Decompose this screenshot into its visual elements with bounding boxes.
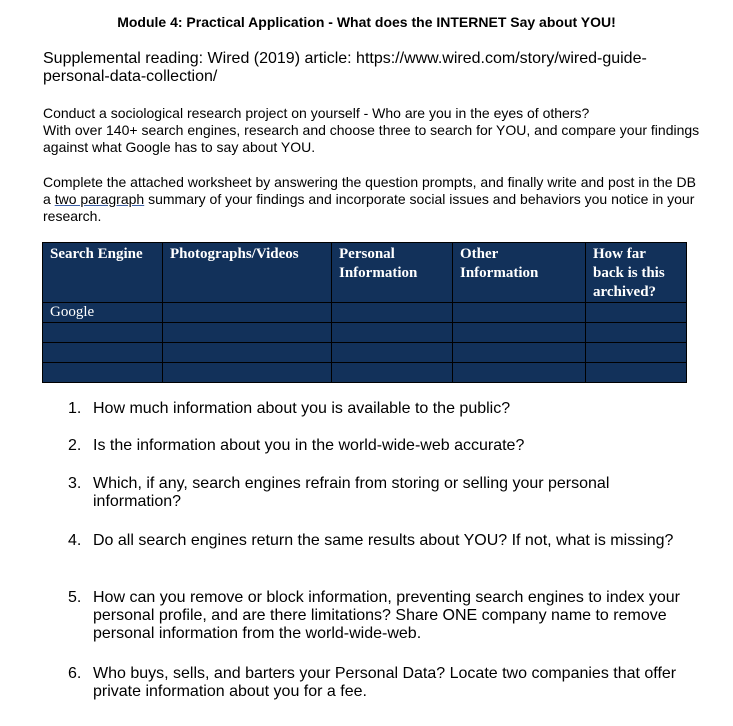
question-number: 3. <box>68 475 82 492</box>
table-cell[interactable]: Google <box>43 303 163 323</box>
table-cell[interactable] <box>453 343 586 363</box>
table-cell[interactable] <box>43 343 163 363</box>
question-number: 5. <box>68 589 82 606</box>
question-text: Who buys, sells, and barters your Personal Data? Locate two companies that offer private information about you for a fee. <box>93 665 677 700</box>
intro-line-2: With over 140+ search engines, research and choose three to search for YOU, and compare your findings against what Google has to say about YOU. <box>43 122 700 155</box>
question-item <box>68 665 683 701</box>
document-title: Module 4: Practical Application - What does the INTERNET Say about YOU! <box>117 14 616 30</box>
header-photographs-videos: Photographs/Videos <box>163 243 332 303</box>
table-row <box>43 323 687 343</box>
table-cell[interactable] <box>332 343 453 363</box>
table-row <box>43 343 687 363</box>
question-item <box>68 400 683 418</box>
table-cell[interactable] <box>453 303 586 323</box>
question-number: 1. <box>68 400 82 417</box>
table-cell[interactable] <box>453 363 586 383</box>
question-text: Is the information about you in the world-wide-web accurate? <box>93 437 525 454</box>
header-other-information: Other Information <box>453 243 586 303</box>
supplemental-reading: Supplemental reading: Wired (2019) article: https://www.wired.com/story/wired-guide-personal-data-collection/ <box>43 50 647 85</box>
header-archived: How far back is this archived? <box>586 243 687 303</box>
table-cell[interactable] <box>43 363 163 383</box>
question-item <box>68 437 683 455</box>
table-row <box>43 303 687 323</box>
table-cell[interactable] <box>332 363 453 383</box>
question-number: 6. <box>68 665 82 682</box>
table-cell[interactable] <box>586 323 687 343</box>
table-header-row <box>43 243 687 303</box>
intro-line-1: Conduct a sociological research project on yourself - Who are you in the eyes of others? <box>43 105 590 121</box>
table-cell[interactable] <box>163 323 332 343</box>
instructions-after: summary of your findings and incorporate social issues and behaviors you notice in your research. <box>43 191 695 224</box>
intro-paragraph <box>43 105 703 156</box>
instructions-before: Complete the attached worksheet by answering the question prompts, and finally write and post in the DB a <box>43 174 696 207</box>
worksheet-table <box>42 242 687 383</box>
table-cell[interactable] <box>586 363 687 383</box>
table-cell[interactable] <box>586 303 687 323</box>
question-item <box>68 475 683 511</box>
table-cell[interactable] <box>586 343 687 363</box>
header-search-engine: Search Engine <box>43 243 163 303</box>
question-number: 4. <box>68 532 82 549</box>
question-item <box>68 532 683 550</box>
table-cell[interactable] <box>332 303 453 323</box>
table-cell[interactable] <box>163 303 332 323</box>
question-text: How can you remove or block information, preventing search engines to index your personal profile, and are there limitations? Share ONE company name to remove personal information from the world-wide-web. <box>93 589 680 642</box>
instructions-paragraph <box>43 174 703 225</box>
table-cell[interactable] <box>453 323 586 343</box>
question-item <box>68 589 683 643</box>
header-personal-information: Personal Information <box>332 243 453 303</box>
table-cell[interactable] <box>332 323 453 343</box>
table-cell[interactable] <box>43 323 163 343</box>
table-row <box>43 363 687 383</box>
question-text: Which, if any, search engines refrain from storing or selling your personal information? <box>93 475 610 510</box>
question-number: 2. <box>68 437 82 454</box>
question-text: Do all search engines return the same results about YOU? If not, what is missing? <box>93 532 674 549</box>
table-cell[interactable] <box>163 343 332 363</box>
question-text: How much information about you is available to the public? <box>93 400 511 417</box>
instructions-underlined: two paragraph <box>54 191 145 207</box>
table-cell[interactable] <box>163 363 332 383</box>
